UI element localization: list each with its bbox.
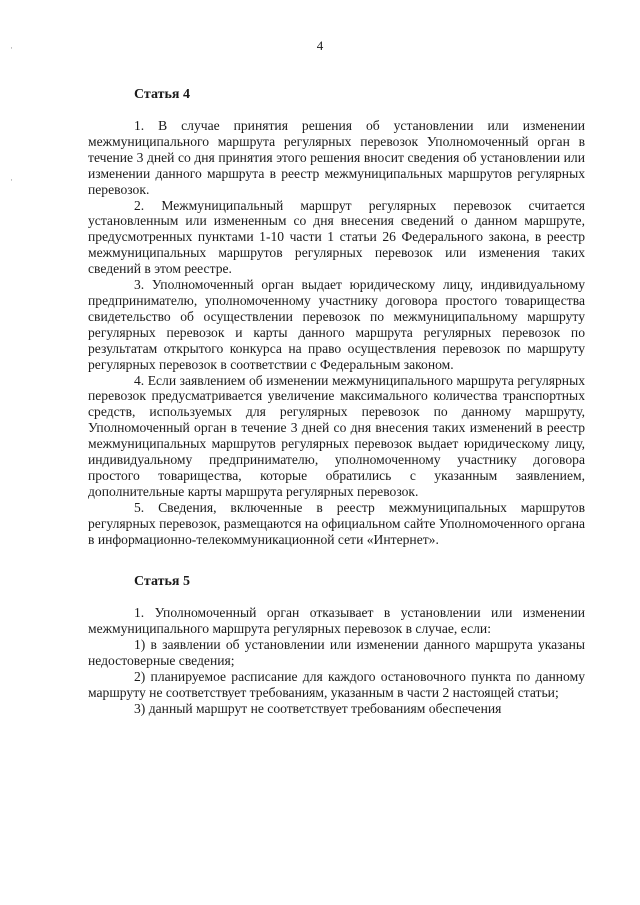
article-paragraph: 5. Сведения, включенные в реестр межмуниципальных маршрутов регулярных перевозок, размещаются на официальном сайте Уполномоченного органа в информационно-телекоммуникационной сети «Интернет». <box>88 499 585 547</box>
document-body <box>88 86 585 717</box>
article-paragraph: 1. Уполномоченный орган отказывает в установлении или изменении межмуниципального маршрута регулярных перевозок в случае, если: <box>88 605 585 637</box>
article-paragraph: 1. В случае принятия решения об установлении или изменении межмуниципального маршрута регулярных перевозок Уполномоченный орган в течение 3 дней со дня принятия этого решения вносит сведения об установлении или изменении данного маршрута в реестр межмуниципальных маршрутов регулярных перевозок. <box>88 118 585 197</box>
article-paragraph: 4. Если заявлением об изменении межмуниципального маршрута регулярных перевозок предусматривается увеличение максимального количества транспортных средств, используемых для регулярных перевозок по данному маршруту, Уполномоченный орган в течение 3 дней со дня внесения таких изменений в реестр межмуниципальных маршрутов регулярных перевозок выдает юридическому лицу, индивидуальному предпринимателю, уполномоченному участнику договора простого товарищества, которые обратились с указанным заявлением, дополнительные карты маршрута регулярных перевозок. <box>88 372 585 499</box>
scan-mark: · <box>10 175 13 185</box>
scan-mark: · <box>10 43 13 53</box>
article-title: Статья 4 <box>134 87 190 102</box>
article-section <box>88 573 585 716</box>
article-paragraph: 2) планируемое расписание для каждого остановочного пункта по данному маршруту не соответствует требованиям, указанным в части 2 настоящей статьи; <box>88 669 585 700</box>
article-paragraph: 3) данный маршрут не соответствует требованиям обеспечения <box>134 700 502 716</box>
article-paragraph: 3. Уполномоченный орган выдает юридическому лицу, индивидуальному предпринимателю, уполномоченному участнику договора простого товарищества свидетельство об осуществлении перевозок по межмуниципальному маршруту регулярных перевозок и карты данного маршрута регулярных перевозок по результатам открытого конкурса на право осуществления перевозок по маршруту регулярных перевозок в соответствии с Федеральным законом. <box>88 277 585 372</box>
article-paragraph: 2. Межмуниципальный маршрут регулярных перевозок считается установленным или измененным со дня внесения сведений о данном маршруте, предусмотренных пунктами 1-10 части 1 статьи 26 Федерального закона, в реестр межмуниципальных маршрутов регулярных перевозок или изменения таких сведений в этом реестре. <box>88 197 585 277</box>
page-number: 4 <box>316 38 324 53</box>
article-paragraph: 1) в заявлении об установлении или изменении данного маршрута указаны недостоверные сведения; <box>88 637 585 669</box>
article-section <box>88 86 585 547</box>
article-title: Статья 5 <box>134 574 190 590</box>
